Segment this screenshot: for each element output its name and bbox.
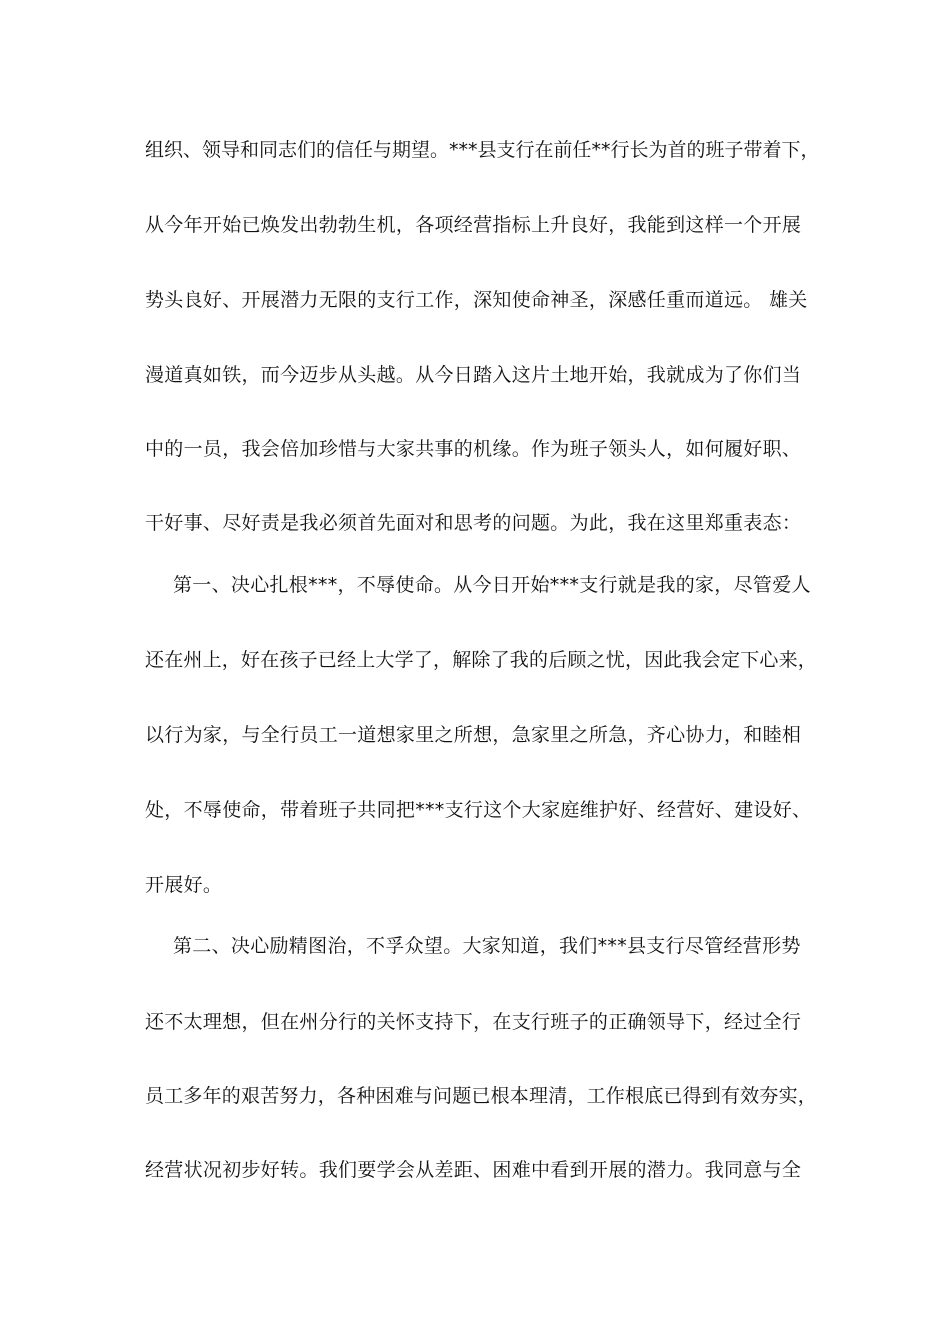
text-line-5: 中的一员，我会倍加珍惜与大家共事的机缘。作为班子领头人，如何履好职、 [145,438,802,460]
text-line-13: 还不太理想，但在州分行的关怀支持下，在支行班子的正确领导下，经过全行 [145,1011,802,1033]
text-line-11: 开展好。 [145,874,223,896]
text-line-10: 处，不辱使命，带着班子共同把***支行这个大家庭维护好、经营好、建设好、 [145,799,812,821]
text-line-14: 员工多年的艰苦努力，各种困难与问题已根本理清，工作根底已得到有效夯实， [145,1085,818,1107]
text-line-3: 势头良好、开展潜力无限的支行工作，深知使命神圣，深感任重而道远。 雄关 [145,289,808,311]
text-line-1: 组织、领导和同志们的信任与期望。***县支行在前任**行长为首的班子带着下， [145,139,820,161]
text-line-9: 以行为家，与全行员工一道想家里之所想，急家里之所急，齐心协力，和睦相 [145,724,802,746]
text-line-4: 漫道真如铁，而今迈步从头越。从今日踏入这片土地开始，我就成为了你们当 [145,364,802,386]
text-line-15: 经营状况初步好转。我们要学会从差距、困难中看到开展的潜力。我同意与全 [145,1159,802,1181]
text-line-8: 还在州上，好在孩子已经上大学了，解除了我的后顾之忧，因此我会定下心来， [145,649,818,671]
text-line-2: 从今年开始已焕发出勃勃生机，各项经营指标上升良好，我能到这样一个开展 [145,214,802,236]
paragraph-1-start: 第一、决心扎根***，不辱使命。从今日开始***支行就是我的家，尽管爱人 [173,574,811,596]
paragraph-2-start: 第二、决心励精图治，不孚众望。大家知道，我们***县支行尽管经营形势 [173,935,801,957]
text-line-6: 干好事、尽好责是我必须首先面对和思考的问题。为此，我在这里郑重表态： [145,512,802,534]
